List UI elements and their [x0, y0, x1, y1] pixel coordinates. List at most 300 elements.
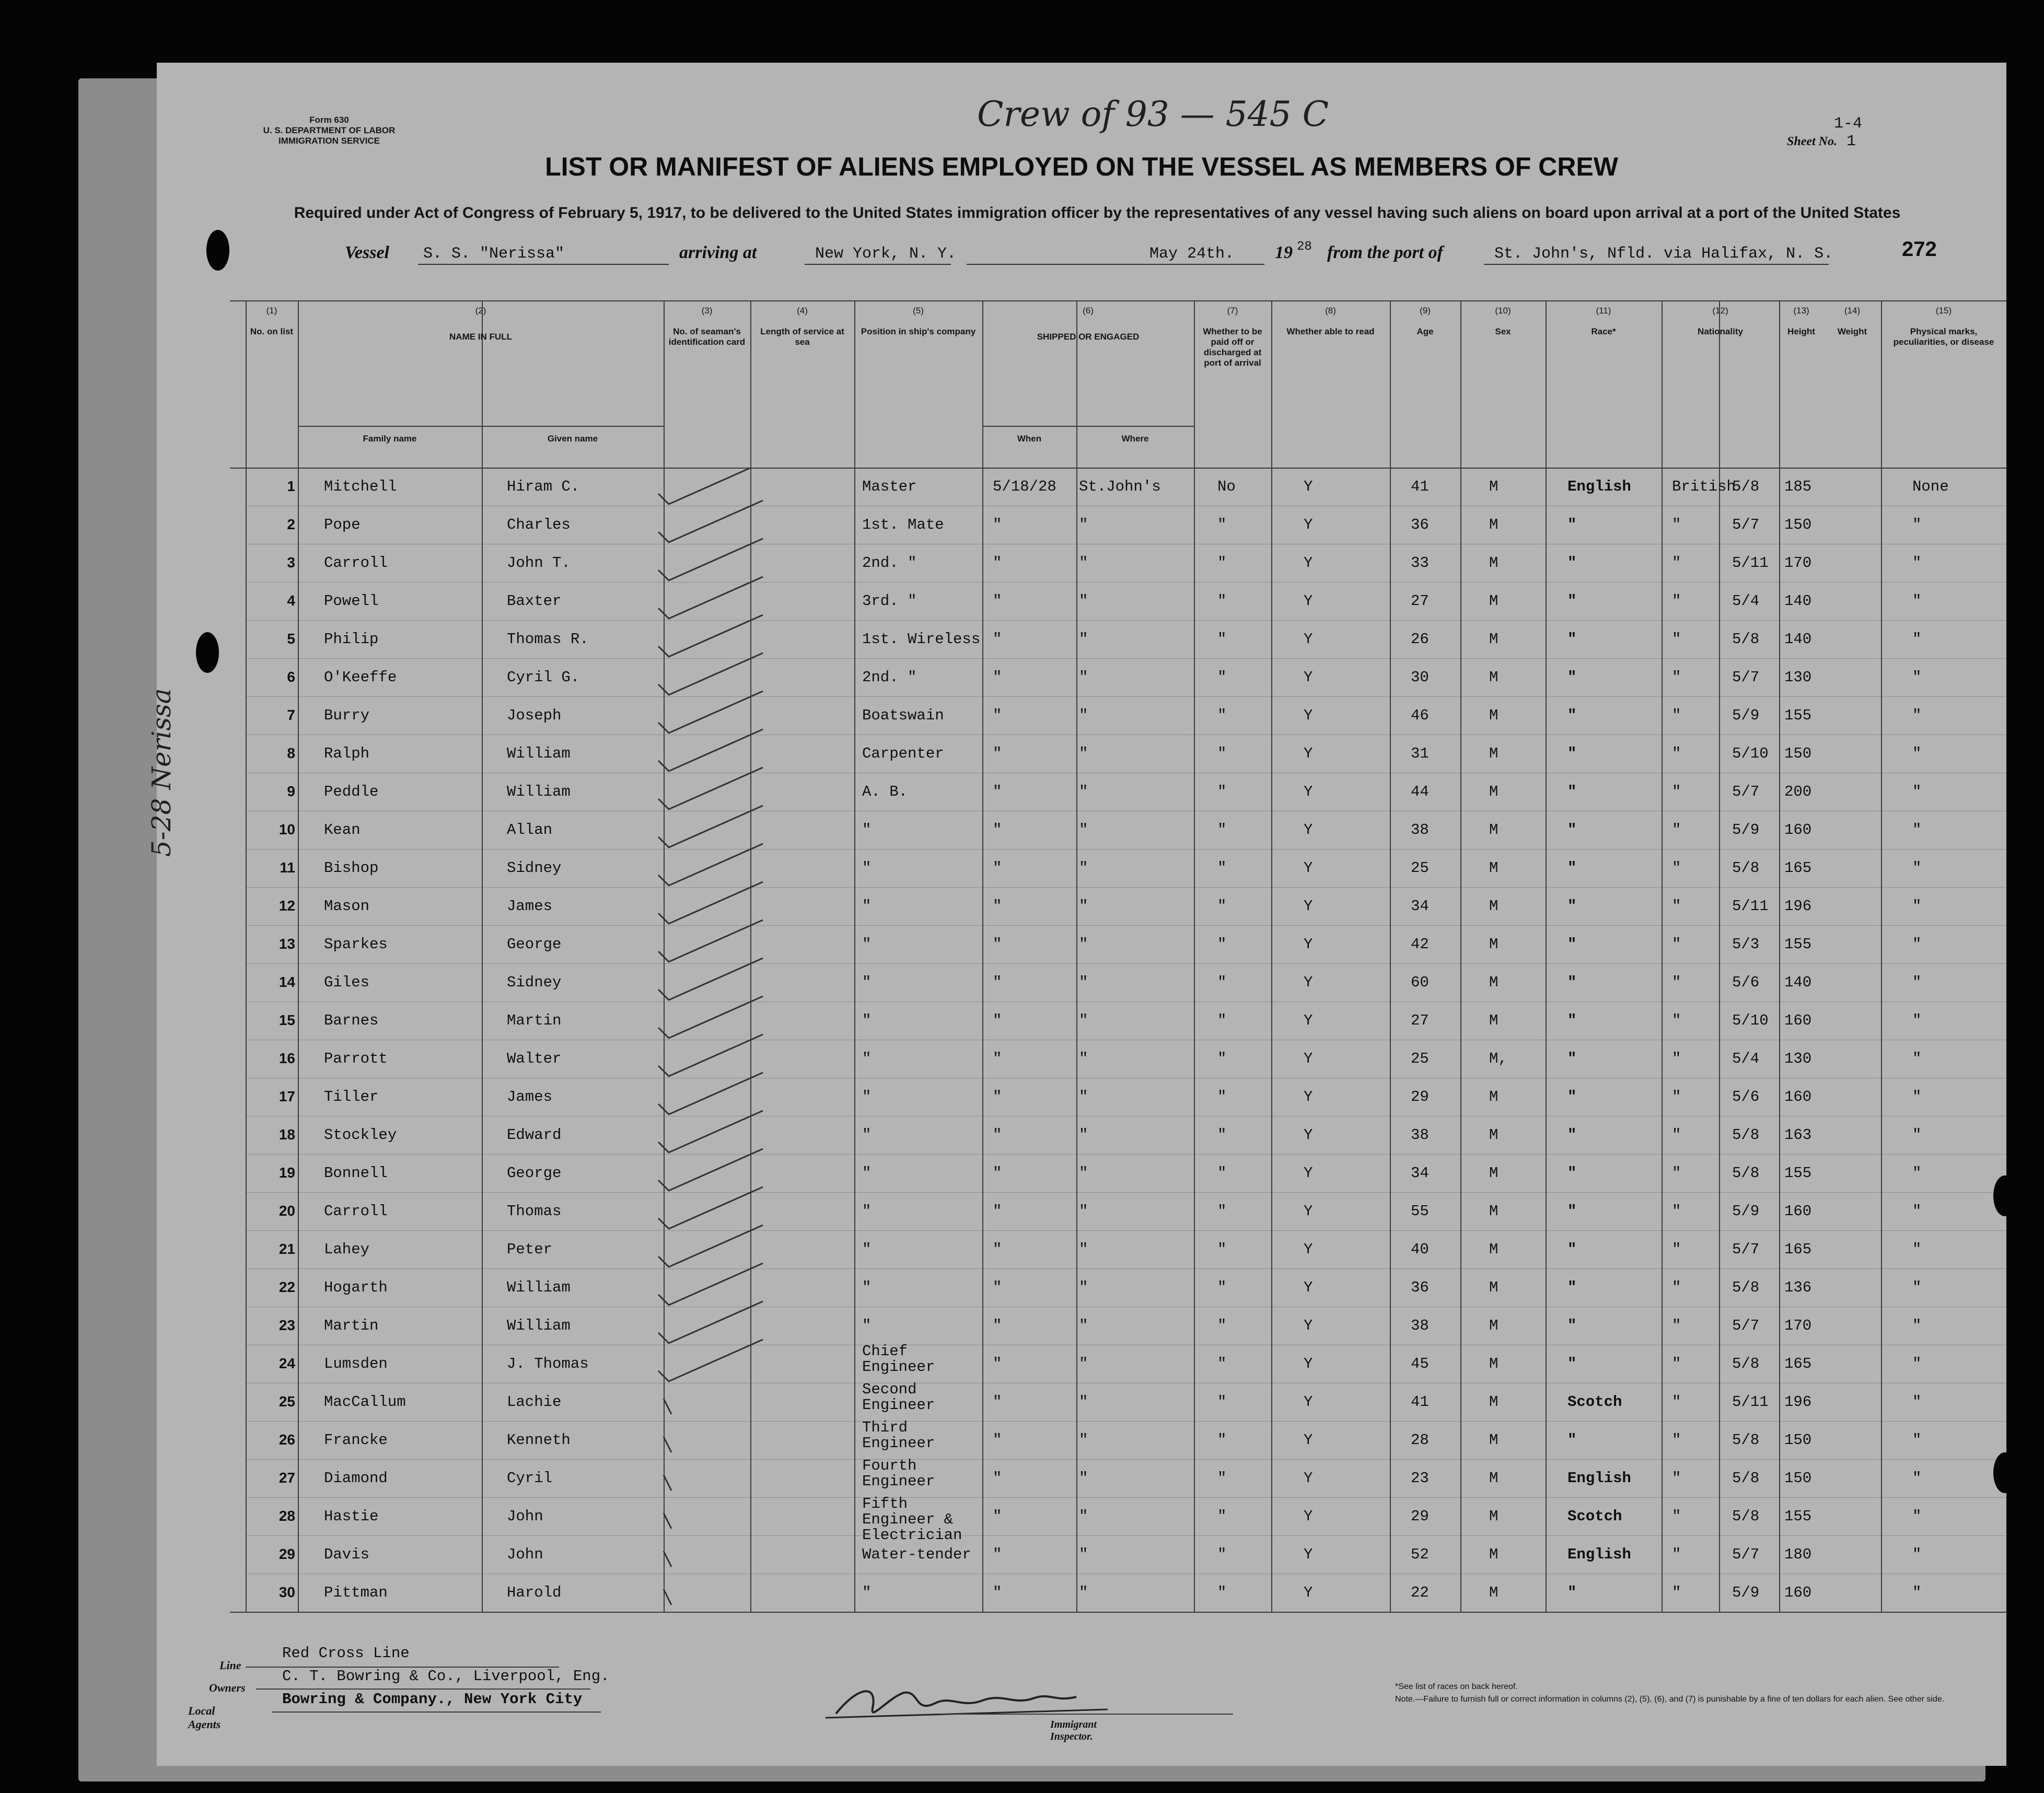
cell-age: 52 — [1411, 1546, 1429, 1563]
cell-race: " — [1567, 1050, 1577, 1067]
cell-race: Scotch — [1567, 1393, 1622, 1411]
cell-family: Martin — [324, 1317, 379, 1334]
owners-value: C. T. Bowring & Co., Liverpool, Eng. — [282, 1668, 610, 1685]
c2-header: NAME IN FULL — [449, 332, 512, 342]
cell-age: 41 — [1411, 478, 1429, 495]
cell-paid: " — [1217, 1546, 1227, 1563]
cell-weight: 140 — [1784, 592, 1812, 610]
cell-position: 1st. Wireless — [862, 631, 981, 648]
cell-where: " — [1079, 669, 1088, 686]
check-mark — [658, 920, 763, 962]
cell-position: Third Engineer — [862, 1419, 935, 1452]
cell-family: Mitchell — [324, 478, 397, 495]
cell-age: 27 — [1411, 592, 1429, 610]
cell-position: 1st. Mate — [862, 516, 944, 533]
cell-given: William — [507, 745, 571, 762]
cell-family: Bishop — [324, 859, 379, 877]
cell-read: Y — [1304, 1279, 1313, 1296]
cell-read: Y — [1304, 745, 1313, 762]
cell-height: 5/7 — [1732, 1241, 1760, 1258]
cell-weight: 185 — [1784, 478, 1812, 495]
c8-header: Whether able to read — [1286, 327, 1375, 336]
cell-weight: 196 — [1784, 1393, 1812, 1411]
cell-family: Lahey — [324, 1241, 370, 1258]
cell-height: 5/8 — [1732, 859, 1760, 877]
cell-position: Fourth Engineer — [862, 1457, 935, 1490]
cell-no: 29 — [278, 1546, 295, 1562]
cell-sex: M — [1489, 1165, 1499, 1182]
cell-race: " — [1567, 707, 1577, 724]
c5-number: (5) — [913, 306, 924, 316]
cell-read: Y — [1304, 1012, 1313, 1029]
cell-read: Y — [1304, 1584, 1313, 1601]
cell-given: John — [507, 1508, 543, 1525]
cell-height: 5/8 — [1732, 1508, 1760, 1525]
cell-paid: " — [1217, 1470, 1227, 1487]
line-value: Red Cross Line — [282, 1645, 410, 1662]
cell-read: Y — [1304, 898, 1313, 915]
cell-when: " — [993, 1584, 1002, 1601]
c12-number: (12) — [1712, 306, 1728, 316]
cell-no: 25 — [278, 1393, 295, 1410]
cell-marks: " — [1912, 745, 1922, 762]
cell-no: 18 — [278, 1126, 295, 1143]
cell-family: Bonnell — [324, 1165, 388, 1182]
cell-given: J. Thomas — [507, 1355, 589, 1372]
cell-where: " — [1079, 1470, 1088, 1487]
check-mark — [658, 806, 763, 847]
cell-when: " — [993, 592, 1002, 610]
cell-position: Fifth Engineer & Electrician — [862, 1495, 962, 1544]
cell-height: 5/7 — [1732, 783, 1760, 800]
cell-race: " — [1567, 516, 1577, 533]
cell-height: 5/6 — [1732, 974, 1760, 991]
cell-position: Carpenter — [862, 745, 944, 762]
where-header: Where — [1121, 434, 1149, 444]
cell-family: MacCallum — [324, 1393, 406, 1411]
cell-height: 5/11 — [1732, 898, 1769, 915]
cell-weight: 160 — [1784, 1584, 1812, 1601]
cell-nat: " — [1672, 1050, 1681, 1067]
c13-header: Height — [1787, 327, 1815, 336]
cell-read: Y — [1304, 592, 1313, 610]
cell-race: " — [1567, 783, 1577, 800]
check-mark — [658, 1073, 763, 1114]
cell-height: 5/4 — [1732, 1050, 1760, 1067]
cell-when: " — [993, 554, 1002, 572]
c13-number: (13) — [1793, 306, 1809, 316]
cell-marks: " — [1912, 707, 1922, 724]
cell-family: Carroll — [324, 554, 388, 572]
cell-weight: 160 — [1784, 821, 1812, 839]
cell-when: " — [993, 974, 1002, 991]
cell-nat: " — [1672, 1546, 1681, 1563]
cell-race: " — [1567, 1317, 1577, 1334]
cell-no: 4 — [287, 592, 295, 609]
cell-family: Peddle — [324, 783, 379, 800]
check-mark — [658, 615, 763, 657]
cell-nat: " — [1672, 1470, 1681, 1487]
cell-no: 17 — [278, 1088, 295, 1104]
check-mark — [664, 1437, 671, 1452]
owners-label: Owners — [209, 1681, 246, 1694]
cell-read: Y — [1304, 859, 1313, 877]
cell-family: Philip — [324, 631, 379, 648]
cell-paid: " — [1217, 707, 1227, 724]
punch-hole — [1993, 1175, 2016, 1216]
cell-sex: M — [1489, 1584, 1499, 1601]
cell-nat: " — [1672, 745, 1681, 762]
cell-height: 5/8 — [1732, 1355, 1760, 1372]
cell-given: William — [507, 1317, 571, 1334]
cell-weight: 180 — [1784, 1546, 1812, 1563]
cell-family: Mason — [324, 898, 370, 915]
cell-no: 22 — [278, 1279, 295, 1295]
cell-race: English — [1567, 1546, 1631, 1563]
cell-nat: " — [1672, 859, 1681, 877]
cell-when: " — [993, 1126, 1002, 1144]
cell-age: 34 — [1411, 1165, 1429, 1182]
cell-where: " — [1079, 1355, 1088, 1372]
vessel-name: S. S. "Nerissa" — [423, 245, 565, 263]
cell-marks: " — [1912, 936, 1922, 953]
cell-weight: 150 — [1784, 745, 1812, 762]
check-mark — [658, 958, 763, 1000]
cell-family: Diamond — [324, 1470, 388, 1487]
cell-read: Y — [1304, 1126, 1313, 1144]
cell-where: " — [1079, 898, 1088, 915]
cell-where: " — [1079, 1012, 1088, 1029]
cell-paid: " — [1217, 859, 1227, 877]
c1-number: (1) — [266, 306, 277, 316]
cell-paid: No — [1217, 478, 1236, 495]
cell-family: Lumsden — [324, 1355, 388, 1372]
cell-family: O'Keeffe — [324, 669, 397, 686]
cell-marks: " — [1912, 631, 1922, 648]
cell-nat: " — [1672, 1126, 1681, 1144]
cell-paid: " — [1217, 1317, 1227, 1334]
cell-read: Y — [1304, 554, 1313, 572]
cell-weight: 140 — [1784, 631, 1812, 648]
cell-read: Y — [1304, 1165, 1313, 1182]
cell-given: William — [507, 1279, 571, 1296]
cell-sex: M — [1489, 478, 1499, 495]
cell-where: " — [1079, 1393, 1088, 1411]
cell-height: 5/8 — [1732, 1431, 1760, 1449]
cell-sex: M — [1489, 516, 1499, 533]
cell-where: " — [1079, 1241, 1088, 1258]
cell-position: " — [862, 898, 872, 915]
cell-height: 5/8 — [1732, 1165, 1760, 1182]
cell-read: Y — [1304, 478, 1313, 495]
cell-weight: 170 — [1784, 554, 1812, 572]
cell-race: English — [1567, 478, 1631, 495]
cell-height: 5/9 — [1732, 1584, 1760, 1601]
cell-given: Sidney — [507, 859, 562, 877]
line-label: Line — [219, 1659, 241, 1672]
cell-sex: M — [1489, 859, 1499, 877]
cell-when: " — [993, 1355, 1002, 1372]
sheet-number: 1 — [1846, 133, 1856, 150]
cell-where: " — [1079, 554, 1088, 572]
cell-position: 3rd. " — [862, 592, 917, 610]
cell-read: Y — [1304, 1317, 1313, 1334]
cell-weight: 160 — [1784, 1203, 1812, 1220]
cell-paid: " — [1217, 1279, 1227, 1296]
cell-nat: " — [1672, 1393, 1681, 1411]
cell-position: " — [862, 1203, 872, 1220]
table-bottom-rule — [230, 1612, 2006, 1613]
cell-when: " — [993, 1470, 1002, 1487]
cell-position: " — [862, 1050, 872, 1067]
cell-where: " — [1079, 1165, 1088, 1182]
cell-no: 16 — [278, 1050, 295, 1066]
cell-position: " — [862, 1241, 872, 1258]
check-mark — [658, 996, 763, 1038]
cell-nat: " — [1672, 1088, 1681, 1105]
cell-age: 45 — [1411, 1355, 1429, 1372]
cell-read: Y — [1304, 1546, 1313, 1563]
cell-weight: 160 — [1784, 1012, 1812, 1029]
c15-header: Physical marks, peculiarities, or disease — [1893, 327, 1994, 347]
c6-header: SHIPPED OR ENGAGED — [1037, 332, 1140, 342]
cell-family: Hogarth — [324, 1279, 388, 1296]
cell-nat: " — [1672, 631, 1681, 648]
cell-sex: M — [1489, 1355, 1499, 1372]
cell-position: " — [862, 821, 872, 839]
cell-read: Y — [1304, 1431, 1313, 1449]
cell-where: " — [1079, 1317, 1088, 1334]
cell-paid: " — [1217, 1241, 1227, 1258]
cell-where: " — [1079, 745, 1088, 762]
cell-position: " — [862, 974, 872, 991]
c6-number: (6) — [1083, 306, 1094, 316]
cell-when: 5/18/28 — [993, 478, 1056, 495]
cell-when: " — [993, 1203, 1002, 1220]
cell-race: " — [1567, 1088, 1577, 1105]
cell-given: George — [507, 1165, 562, 1182]
cell-when: " — [993, 1241, 1002, 1258]
name-subheader-rule — [298, 426, 664, 427]
cell-height: 5/9 — [1732, 1203, 1760, 1220]
cell-weight: 160 — [1784, 1088, 1812, 1105]
cell-sex: M — [1489, 1126, 1499, 1144]
c9-number: (9) — [1420, 306, 1431, 316]
cell-weight: 136 — [1784, 1279, 1812, 1296]
cell-race: English — [1567, 1470, 1631, 1487]
cell-when: " — [993, 516, 1002, 533]
cell-no: 2 — [287, 516, 295, 532]
cell-where: " — [1079, 821, 1088, 839]
cell-paid: " — [1217, 1088, 1227, 1105]
cell-where: " — [1079, 1584, 1088, 1601]
cell-no: 8 — [287, 745, 295, 761]
c5-header: Position in ship's company — [861, 327, 976, 336]
department: U. S. DEPARTMENT OF LABOR — [263, 125, 396, 135]
cell-marks: " — [1912, 1088, 1922, 1105]
cell-height: 5/8 — [1732, 1279, 1760, 1296]
cell-race: " — [1567, 1279, 1577, 1296]
from-port: St. John's, Nfld. via Halifax, N. S. — [1494, 245, 1833, 263]
cell-paid: " — [1217, 745, 1227, 762]
cell-sex: M — [1489, 554, 1499, 572]
cell-no: 23 — [278, 1317, 295, 1333]
cell-height: 5/8 — [1732, 1470, 1760, 1487]
cell-paid: " — [1217, 936, 1227, 953]
cell-when: " — [993, 745, 1002, 762]
cell-race: " — [1567, 1012, 1577, 1029]
cell-sex: M — [1489, 745, 1499, 762]
cell-height: 5/7 — [1732, 1317, 1760, 1334]
cell-read: Y — [1304, 1241, 1313, 1258]
cell-given: Thomas — [507, 1203, 562, 1220]
cell-sex: M — [1489, 821, 1499, 839]
cell-age: 31 — [1411, 745, 1429, 762]
cell-sex: M — [1489, 1393, 1499, 1411]
cell-height: 5/6 — [1732, 1088, 1760, 1105]
cell-height: 5/7 — [1732, 669, 1760, 686]
arriving-label: arriving at — [679, 243, 757, 262]
c1-header: No. on list — [250, 327, 294, 336]
cell-read: Y — [1304, 1470, 1313, 1487]
c14-header: Weight — [1837, 327, 1867, 336]
cell-sex: M — [1489, 669, 1499, 686]
cell-when: " — [993, 1393, 1002, 1411]
cell-where: " — [1079, 516, 1088, 533]
cell-weight: 163 — [1784, 1126, 1812, 1144]
cell-nat: " — [1672, 1431, 1681, 1449]
cell-family: Pope — [324, 516, 361, 533]
cell-sex: M — [1489, 1508, 1499, 1525]
cell-when: " — [993, 859, 1002, 877]
cell-weight: 165 — [1784, 859, 1812, 877]
cell-race: " — [1567, 974, 1577, 991]
cell-no: 14 — [278, 974, 295, 990]
check-mark — [658, 1301, 763, 1343]
cell-marks: " — [1912, 859, 1922, 877]
cell-where: " — [1079, 1431, 1088, 1449]
cell-position: " — [862, 1126, 872, 1144]
check-mark — [658, 691, 763, 733]
cell-given: William — [507, 783, 571, 800]
c15-number: (15) — [1935, 306, 1952, 316]
cell-family: Sparkes — [324, 936, 388, 953]
cell-marks: " — [1912, 1126, 1922, 1144]
cell-age: 25 — [1411, 1050, 1429, 1067]
from-label: from the port of — [1327, 243, 1443, 262]
cell-nat: " — [1672, 1317, 1681, 1334]
cell-age: 40 — [1411, 1241, 1429, 1258]
cell-position: Second Engineer — [862, 1381, 935, 1414]
cell-age: 36 — [1411, 1279, 1429, 1296]
cell-sex: M — [1489, 1012, 1499, 1029]
cell-age: 26 — [1411, 631, 1429, 648]
cell-read: Y — [1304, 1508, 1313, 1525]
cell-where: St.John's — [1079, 478, 1161, 495]
cell-family: Parrott — [324, 1050, 388, 1067]
cell-no: 7 — [287, 707, 295, 723]
cell-where: " — [1079, 783, 1088, 800]
cell-position: A. B. — [862, 783, 908, 800]
cell-read: Y — [1304, 974, 1313, 991]
given-name-header: Given name — [547, 434, 598, 444]
cell-age: 30 — [1411, 669, 1429, 686]
cell-nat: " — [1672, 1584, 1681, 1601]
c11-number: (11) — [1596, 306, 1611, 316]
cell-nat: " — [1672, 1241, 1681, 1258]
cell-age: 29 — [1411, 1088, 1429, 1105]
cell-marks: " — [1912, 821, 1922, 839]
cell-paid: " — [1217, 783, 1227, 800]
cell-race: " — [1567, 592, 1577, 610]
check-mark — [658, 882, 763, 924]
cell-paid: " — [1217, 1355, 1227, 1372]
check-mark — [658, 468, 763, 504]
cell-position: " — [862, 1279, 872, 1296]
cell-no: 28 — [278, 1508, 295, 1524]
cell-age: 36 — [1411, 516, 1429, 533]
cell-paid: " — [1217, 1203, 1227, 1220]
cell-read: Y — [1304, 516, 1313, 533]
cell-given: John T. — [507, 554, 571, 572]
cell-sex: M — [1489, 783, 1499, 800]
cell-weight: 165 — [1784, 1241, 1812, 1258]
cell-given: Joseph — [507, 707, 562, 724]
cell-weight: 155 — [1784, 707, 1812, 724]
cell-where: " — [1079, 1508, 1088, 1525]
cell-paid: " — [1217, 1431, 1227, 1449]
cell-height: 5/10 — [1732, 745, 1769, 762]
c7-header: Whether to be paid off or discharged at port of arrival — [1203, 327, 1262, 368]
cell-height: 5/11 — [1732, 554, 1769, 572]
cell-given: James — [507, 898, 553, 915]
cell-nat: " — [1672, 783, 1681, 800]
arrival-date: May 24th. — [1149, 245, 1235, 263]
cell-paid: " — [1217, 631, 1227, 648]
cell-when: " — [993, 936, 1002, 953]
cell-race: " — [1567, 936, 1577, 953]
cell-height: 5/9 — [1732, 707, 1760, 724]
cell-height: 5/7 — [1732, 1546, 1760, 1563]
cell-when: " — [993, 783, 1002, 800]
cell-age: 25 — [1411, 859, 1429, 877]
cell-when: " — [993, 821, 1002, 839]
cell-paid: " — [1217, 821, 1227, 839]
cell-marks: " — [1912, 1317, 1922, 1334]
cell-nat: " — [1672, 936, 1681, 953]
cell-height: 5/3 — [1732, 936, 1760, 953]
cell-when: " — [993, 1088, 1002, 1105]
cell-where: " — [1079, 707, 1088, 724]
cell-age: 28 — [1411, 1431, 1429, 1449]
cell-marks: " — [1912, 974, 1922, 991]
cell-sex: M — [1489, 1431, 1499, 1449]
cell-race: " — [1567, 1584, 1577, 1601]
check-mark — [664, 1399, 671, 1414]
cell-when: " — [993, 1012, 1002, 1029]
cell-family: Kean — [324, 821, 361, 839]
cell-race: " — [1567, 898, 1577, 915]
year-prefix: 19 — [1275, 243, 1293, 262]
cell-sex: M — [1489, 1203, 1499, 1220]
cell-marks: " — [1912, 1012, 1922, 1029]
cell-nat: " — [1672, 1508, 1681, 1525]
c8-number: (8) — [1325, 306, 1336, 316]
cell-where: " — [1079, 1203, 1088, 1220]
check-mark — [664, 1551, 671, 1567]
cell-position: 2nd. " — [862, 669, 917, 686]
check-mark — [658, 1111, 763, 1152]
